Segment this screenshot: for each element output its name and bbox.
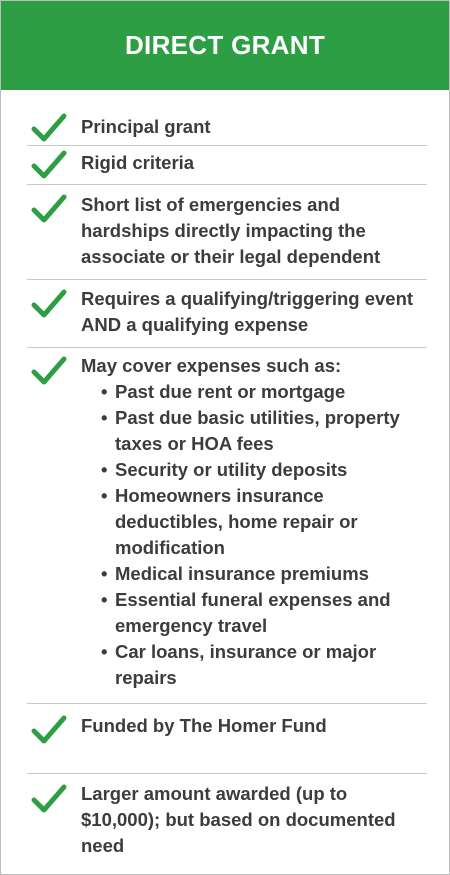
item-text-with-bullets [81,353,431,691]
divider [27,145,427,146]
item-text: Requires a qualifying/triggering event AND a qualifying expense [81,288,414,335]
checkmark-icon [31,715,67,745]
item-text: Larger amount awarded (up to $10,000); but based on documented need [81,783,396,856]
checkmark-icon [31,194,67,224]
bullet-item: • Medical insurance premiums [101,561,431,587]
item-text: May cover expenses such as: [81,355,342,376]
divider [27,773,427,774]
divider [27,279,427,280]
bullet-item: • Past due rent or mortgage [101,379,431,405]
item-text: Short list of emergencies and hardships directly impacting the associate or their legal dependent [81,194,381,267]
card-header [1,1,449,90]
bullet-item: • Car loans, insurance or major repairs [101,639,431,691]
card-title: DIRECT GRANT [124,30,326,60]
checkmark-icon [31,784,67,814]
checkmark-icon [31,289,67,319]
divider [27,184,427,185]
checkmark-icon [31,113,67,143]
bullet-item: • Essential funeral expenses and emergency travel [101,587,431,639]
item-text: Principal grant [81,116,211,137]
checkmark-icon [31,150,67,180]
item-text: Funded by The Homer Fund [81,715,327,736]
expense-bullet-list [101,379,431,691]
item-text: Rigid criteria [81,152,195,173]
bullet-item: • Security or utility deposits [101,457,431,483]
bullet-item: • Past due basic utilities, property taxes or HOA fees [101,405,431,457]
divider [27,347,427,348]
divider [27,703,427,704]
checkmark-icon [31,356,67,386]
bullet-item: • Homeowners insurance deductibles, home repair or modification [101,483,431,561]
